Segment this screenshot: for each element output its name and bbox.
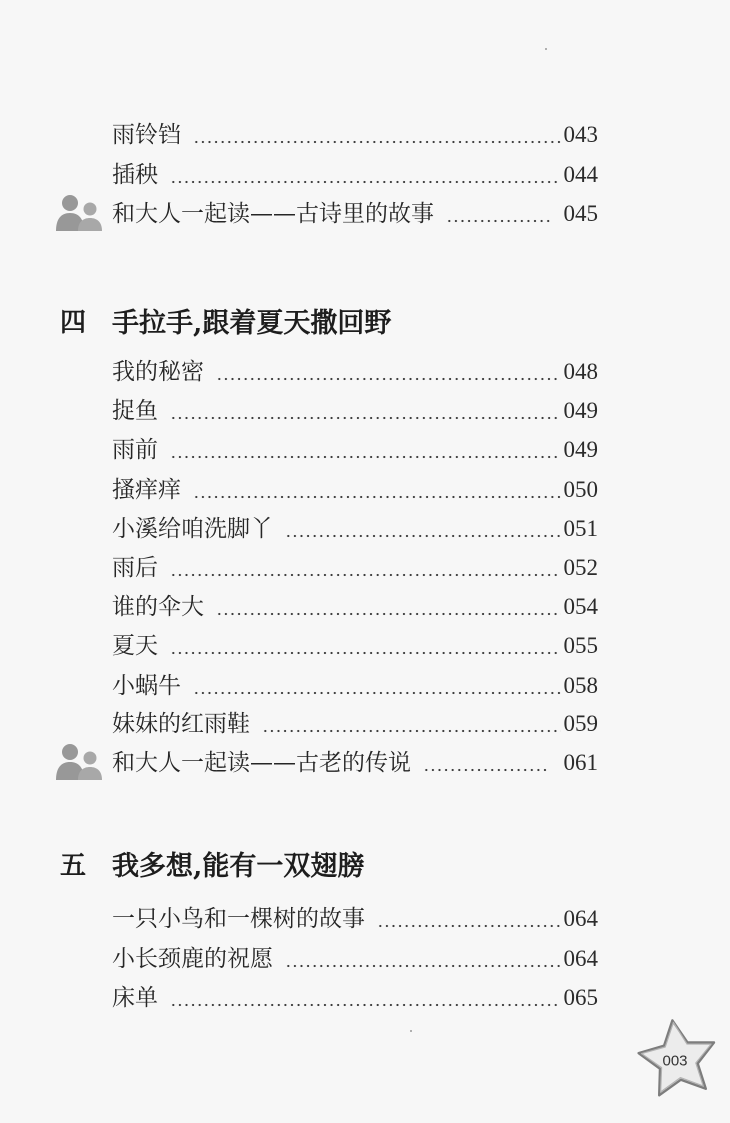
- entry-page-number: 050: [563, 477, 598, 502]
- parent-child-icon: [56, 193, 102, 231]
- toc-entry: [112, 160, 598, 190]
- dot-leader: [193, 475, 561, 505]
- dot-leader: [262, 709, 561, 739]
- entry-page-number: 058: [563, 673, 598, 698]
- toc-entry: [112, 748, 598, 778]
- page-number-star: [628, 1010, 724, 1106]
- toc-entry: [112, 199, 598, 229]
- toc-entry: [112, 435, 598, 465]
- dot-leader: [170, 553, 561, 583]
- section-numeral: 五: [60, 850, 87, 881]
- entry-page-number: 051: [563, 516, 598, 541]
- dot-leader: [170, 631, 561, 661]
- toc-entry: [112, 553, 598, 583]
- entry-title: 插秧: [112, 162, 158, 188]
- dot-leader: [170, 160, 561, 190]
- toc-entry: [112, 514, 598, 544]
- dot-leader: [216, 592, 561, 622]
- paper-speck: [545, 48, 547, 50]
- entry-page-number: 045: [563, 201, 598, 226]
- entry-title: 捉鱼: [112, 398, 158, 424]
- dot-leader: [193, 120, 561, 150]
- toc-entry: [112, 631, 598, 661]
- dot-leader: [377, 904, 561, 934]
- section-title: 手拉手,跟着夏天撒回野: [112, 307, 392, 339]
- toc-entry: [112, 944, 598, 974]
- entry-page-number: 043: [563, 122, 598, 147]
- entry-title: 小溪给咱洗脚丫: [112, 516, 273, 542]
- dot-leader: [423, 748, 550, 778]
- toc-entry: [112, 592, 598, 622]
- entry-title: 雨铃铛: [112, 122, 181, 148]
- entry-title: 夏天: [112, 633, 158, 659]
- dot-leader: [193, 671, 561, 701]
- entry-title: 雨后: [112, 555, 158, 581]
- paper-speck: [410, 1030, 412, 1032]
- entry-title: 和大人一起读——古诗里的故事: [112, 201, 434, 227]
- toc-entry: [112, 709, 598, 739]
- entry-title: 小长颈鹿的祝愿: [112, 946, 273, 972]
- entry-title: 妹妹的红雨鞋: [112, 711, 250, 737]
- section-heading: [60, 302, 620, 338]
- entry-title: 谁的伞大: [112, 594, 204, 620]
- entry-page-number: 044: [563, 162, 598, 187]
- entry-page-number: 048: [563, 359, 598, 384]
- entry-page-number: 055: [563, 633, 598, 658]
- toc-entry: [112, 475, 598, 505]
- entry-page-number: 052: [563, 555, 598, 580]
- entry-title: 床单: [112, 985, 158, 1011]
- entry-title: 和大人一起读——古老的传说: [112, 750, 411, 776]
- toc-entry: [112, 120, 598, 150]
- parent-child-icon: [56, 742, 102, 780]
- entry-page-number: 049: [563, 398, 598, 423]
- entry-page-number: 054: [563, 594, 598, 619]
- toc-entry: [112, 983, 598, 1013]
- dot-leader: [216, 357, 561, 387]
- entry-title: 小蜗牛: [112, 673, 181, 699]
- dot-leader: [285, 944, 561, 974]
- section-numeral: 四: [60, 307, 87, 338]
- entry-page-number: 059: [563, 711, 598, 736]
- section-heading: [60, 845, 620, 881]
- toc-entry: [112, 671, 598, 701]
- toc-entry: [112, 904, 598, 934]
- page-number: 003: [662, 1052, 688, 1070]
- entry-page-number: 061: [563, 750, 598, 775]
- entry-title: 搔痒痒: [112, 477, 181, 503]
- dot-leader: [170, 983, 561, 1013]
- toc-entry: [112, 357, 598, 387]
- dot-leader: [170, 435, 561, 465]
- section-title: 我多想,能有一双翅膀: [112, 850, 365, 882]
- entry-title: 我的秘密: [112, 359, 204, 385]
- entry-title: 雨前: [112, 437, 158, 463]
- entry-page-number: 049: [563, 437, 598, 462]
- dot-leader: [170, 396, 561, 426]
- toc-entry: [112, 396, 598, 426]
- dot-leader: [285, 514, 561, 544]
- dot-leader: [446, 199, 550, 229]
- entry-page-number: 064: [563, 906, 598, 931]
- entry-page-number: 064: [563, 946, 598, 971]
- entry-title: 一只小鸟和一棵树的故事: [112, 906, 365, 932]
- entry-page-number: 065: [563, 985, 598, 1010]
